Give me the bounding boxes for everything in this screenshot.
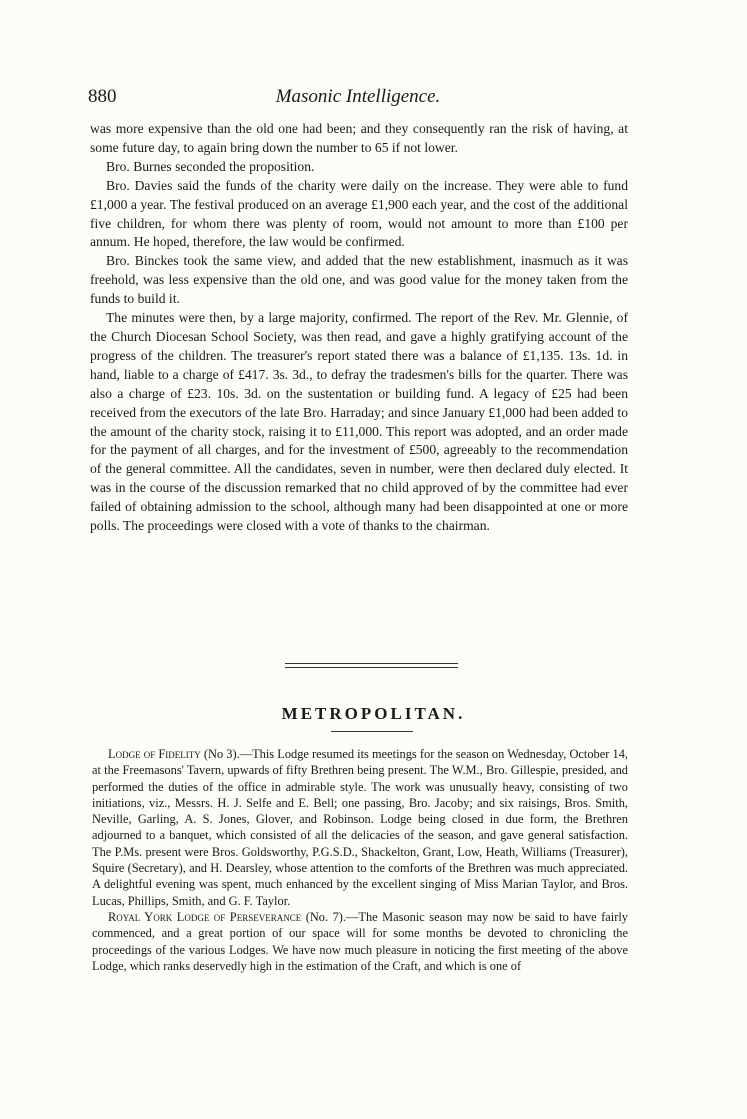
lodge-report-text: (No. 7).—The Masonic season may now be said to have fairly commenced, and a great portion of our space will for some months be devoted to chronicling the proceedings of the various Lodges. We have now much pleasure in noticing the first meeting of the above Lodge, which ranks deservedly high in the estimation of the Craft, and which is one of — [92, 909, 628, 973]
body-text — [90, 120, 628, 536]
lodge-report-text: (No 3).—This Lodge resumed its meetings for the season on Wednesday, October 14, at the Freemasons' Tavern, upwards of fifty Brethren being present. The W.M., Bro. Gillespie, presided, and performed the duties of the office in admirable style. The work was unusually heavy, consisting of two initiations, viz., Messrs. H. J. Selfe and E. Bell; one passing, Bro. Jacoby; and six raisings, Bros. Smith, Neville, Garling, A. S. Jones, Glover, and Robinson. Lodge being closed in due form, the Brethren adjourned to a banquet, which consisted of all the delicacies of the season, and gave general satisfaction. The P.Ms. present were Bros. Goldsworthy, P.G.S.D., Shackelton, Grant, Low, Heath, Williams (Treasurer), Squire (Secretary), and H. Dearsley, whose attention to the comforts of the Brethren was much appreciated. A delightful evening was spent, much enhanced by the excellent singing of Miss Marian Taylor, and Bros. Lucas, Phillips, Smith, and G. F. Taylor. — [92, 747, 628, 908]
lodge-name: Royal York Lodge of Perseverance — [108, 909, 302, 924]
running-head — [88, 86, 628, 110]
running-title: Masonic Intelligence. — [275, 86, 441, 107]
paragraph: was more expensive than the old one had been; and they consequently ran the risk of having, at some future day, to again bring down the number to 65 if not lower. — [90, 121, 628, 155]
section-heading: METROPOLITAN. — [281, 704, 466, 723]
paragraph: Bro. Burnes seconded the proposition. — [106, 158, 315, 174]
lodge-report — [92, 909, 628, 974]
section-divider-bottom — [285, 667, 458, 668]
page-number: 880 — [88, 86, 117, 107]
paragraph: Bro. Binckes took the same view, and added that the new establishment, inasmuch as it was freehold, was less expensive than the old one, and was good value for the money taken from the funds to build it. — [90, 253, 628, 307]
heading-underline — [331, 731, 413, 732]
section-divider-top — [285, 663, 458, 664]
paragraph: Bro. Davies said the funds of the charity were daily on the increase. They were able to fund £1,000 a year. The festival produced on an average £1,900 each year, and the cost of the additional five children, for whom there was plenty of room, would not amount to more than £100 per annum. He hoped, therefore, the law would be confirmed. — [90, 177, 628, 250]
lodge-name: Lodge of Fidelity — [108, 747, 201, 761]
metropolitan-reports — [92, 746, 628, 974]
lodge-report — [92, 746, 628, 909]
paragraph: The minutes were then, by a large majority, confirmed. The report of the Rev. Mr. Glennie, of the Church Diocesan School Society, was then read, and gave a highly gratifying account of the progress of the children. The treasurer's report stated there was a balance of £1,135. 13s. 1d. in hand, liable to a charge of £417. 3s. 3d., to defray the tradesmen's bills for the quarter. There was also a charge of £23. 10s. 3d. on the sustentation or building fund. A legacy of £25 had been received from the executors of the late Bro. Harraday; and since January £1,000 had been added to the amount of the charity stock, raising it to £11,000. This report was adopted, and an order made for the payment of all charges, and for the investment of £500, agreeably to the recommendation of the general committee. All the candidates, seven in number, were then declared duly elected. It was in the course of the discussion remarked that no child approved of by the committee had ever failed of obtaining admission to the school, although many had been disappointed at one or more polls. The proceedings were closed with a vote of thanks to the chairman. — [90, 310, 628, 534]
